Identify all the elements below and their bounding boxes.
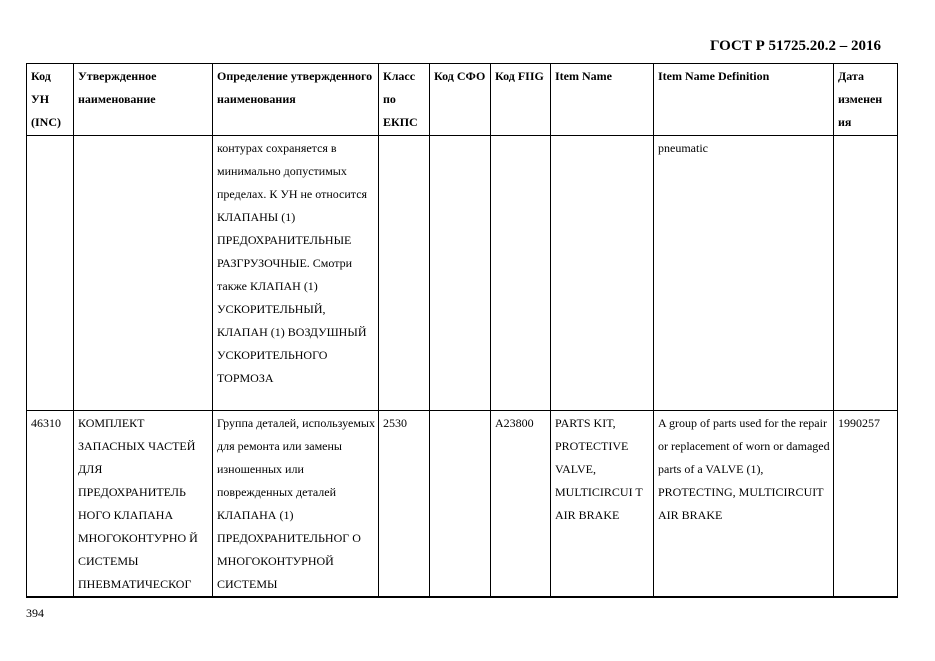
cell-item-name: PARTS KIT, PROTECTIVE VALVE, MULTICIRCUI T AIR BRAKE — [551, 411, 654, 598]
header-item-name-definition: Item Name Definition — [654, 64, 834, 136]
cell-sfo-code — [430, 136, 491, 411]
standard-code: ГОСТ Р 51725.20.2 – 2016 — [710, 38, 882, 54]
catalog-table — [26, 63, 898, 598]
header-row — [27, 64, 898, 136]
cell-fiig-code — [491, 136, 551, 411]
cell-fiig-code: A23800 — [491, 411, 551, 598]
header-definition: Определение утвержденного наименования — [213, 64, 379, 136]
cell-definition: Группа деталей, используемых для ремонта или замены изношенных или поврежденных деталей КЛАПАНА (1) ПРЕДОХРАНИТЕЛЬНОГ О МНОГОКОНТУРНОЙ СИСТЕМЫ — [213, 411, 379, 598]
header-change-date: Дата изменен ия — [834, 64, 898, 136]
cell-item-name-definition: pneumatic — [654, 136, 834, 411]
cell-item-name-definition: A group of parts used for the repair or replacement of worn or damaged parts of a VALVE (1), PROTECTING, MULTICIRCUIT AIR BRAKE — [654, 411, 834, 598]
header-ekps-class: Класс по ЕКПС — [379, 64, 430, 136]
header-fiig-code: Код FIIG — [491, 64, 551, 136]
table-header — [27, 64, 898, 136]
header-approved-name: Утвержденное наименование — [74, 64, 213, 136]
cell-change-date — [834, 136, 898, 411]
table-row — [27, 411, 898, 598]
cell-definition: контурах сохраняется в минимально допустимых пределах. К УН не относится КЛАПАНЫ (1) ПРЕДОХРАНИТЕЛЬНЫЕ РАЗГРУЗОЧНЫЕ. Смотри также КЛАПАН (1) УСКОРИТЕЛЬНЫЙ, КЛАПАН (1) ВОЗДУШНЫЙ УСКОРИТЕЛЬНОГО ТОРМОЗА — [213, 136, 379, 411]
page-number: 394 — [26, 606, 44, 620]
cell-inc: 46310 — [27, 411, 74, 598]
table-row — [27, 136, 898, 411]
cell-ekps-class: 2530 — [379, 411, 430, 598]
cell-ekps-class — [379, 136, 430, 411]
header-sfo-code: Код СФО — [430, 64, 491, 136]
cell-inc — [27, 136, 74, 411]
cell-approved-name — [74, 136, 213, 411]
header-item-name: Item Name — [551, 64, 654, 136]
cell-sfo-code — [430, 411, 491, 598]
header-inc: Код УН (INC) — [27, 64, 74, 136]
cell-item-name — [551, 136, 654, 411]
cell-change-date: 1990257 — [834, 411, 898, 598]
cell-approved-name: КОМПЛЕКТ ЗАПАСНЫХ ЧАСТЕЙ ДЛЯ ПРЕДОХРАНИТЕЛЬ НОГО КЛАПАНА МНОГОКОНТУРНО Й СИСТЕМЫ ПНЕВМАТИЧЕСКОГ — [74, 411, 213, 598]
